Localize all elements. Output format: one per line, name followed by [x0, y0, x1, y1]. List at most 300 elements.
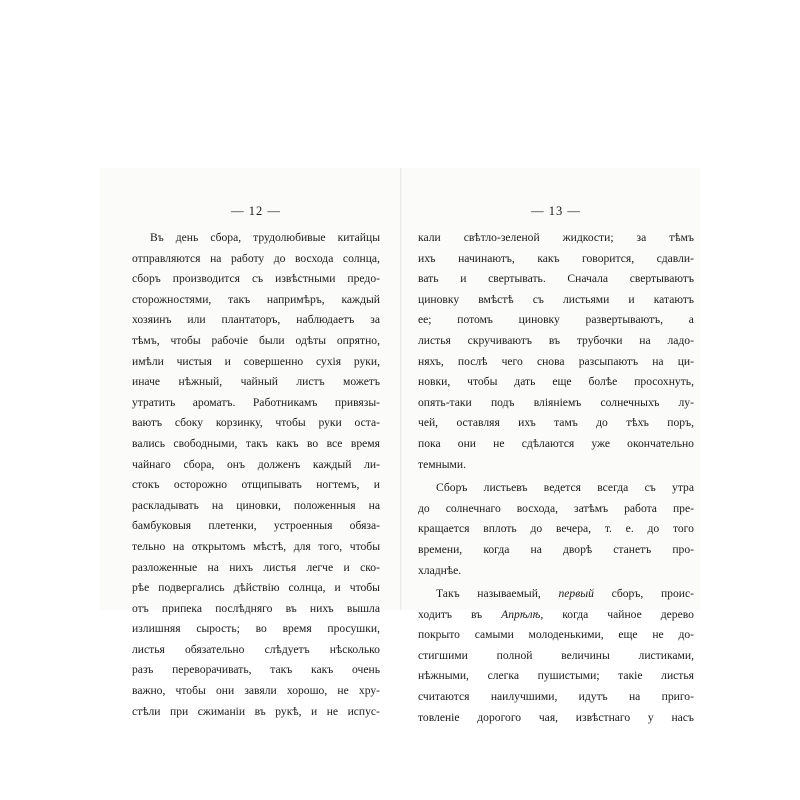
word: дорогого	[477, 710, 522, 724]
word: тамъ	[554, 416, 578, 430]
word: нихъ	[309, 601, 334, 615]
word: ихъ	[518, 416, 536, 430]
word: рабочіе	[211, 333, 249, 347]
text-line	[418, 455, 694, 476]
text-line	[132, 290, 380, 311]
word: стокъ	[132, 478, 160, 492]
word: чтобы	[275, 416, 306, 430]
word: и	[460, 272, 467, 286]
word: до	[418, 501, 430, 515]
word: кали	[418, 231, 441, 244]
word: обяза-	[349, 519, 380, 533]
word: Въ	[150, 231, 164, 244]
text-line	[418, 413, 694, 434]
text-line	[418, 625, 694, 646]
word: они	[215, 684, 235, 698]
word: наилучшими,	[490, 690, 558, 704]
word: тельно	[132, 539, 166, 553]
word: циновку	[518, 313, 560, 327]
text-line	[418, 687, 694, 708]
text-line	[132, 475, 380, 496]
word: слегка	[487, 669, 520, 683]
word: чего	[501, 354, 523, 368]
word: и	[343, 560, 350, 574]
word: оста-	[354, 416, 380, 430]
word: сухія	[315, 354, 342, 368]
word: отправляются	[132, 251, 201, 265]
text-line	[132, 496, 380, 517]
word: на	[530, 542, 542, 556]
word: листьевъ	[483, 481, 528, 495]
word: чайнаго	[132, 457, 171, 471]
word: восхода,	[516, 501, 559, 515]
word: осторожно	[173, 478, 228, 492]
word: не	[493, 436, 505, 450]
word: листья	[132, 642, 165, 656]
word: когда	[483, 542, 510, 556]
word: для	[293, 539, 311, 553]
text-line	[132, 331, 380, 352]
word: хозяинъ	[132, 313, 172, 327]
word: новки,	[418, 375, 451, 389]
word: станетъ	[613, 542, 652, 556]
word: нѣжными,	[418, 669, 469, 683]
word: утра	[672, 481, 694, 495]
word: день	[175, 231, 199, 244]
word: послѣ	[457, 354, 488, 368]
word: болѣе	[588, 375, 618, 389]
word: темными.	[418, 457, 466, 471]
word: нѣжный,	[178, 375, 223, 389]
word: пушистыми;	[537, 669, 600, 683]
word: солнечнаго	[445, 501, 501, 515]
word: они	[457, 436, 476, 450]
word: вплоть	[483, 522, 517, 536]
word: листиками,	[638, 648, 694, 662]
word: развертываютъ,	[585, 313, 664, 327]
word: отъ	[132, 601, 149, 615]
text-line	[132, 228, 380, 249]
word: ихъ	[418, 251, 436, 265]
word: хру-	[358, 684, 380, 698]
word: въ	[548, 333, 560, 347]
word: кращается	[418, 522, 470, 536]
word: на	[368, 498, 380, 512]
word: Апрѣлѣ,	[501, 607, 544, 621]
word: плетенки,	[208, 519, 257, 533]
text-line	[418, 290, 694, 311]
text-line	[418, 434, 694, 455]
word: утратить	[132, 395, 176, 409]
word: сборъ	[132, 272, 161, 286]
word: свертываютъ	[629, 272, 694, 286]
word: солнца,	[342, 251, 380, 265]
text-line	[418, 393, 694, 414]
word: ли-	[364, 457, 380, 471]
word: положенныя	[293, 498, 356, 512]
word: стигшими	[418, 648, 468, 662]
word: китайцы	[337, 231, 380, 244]
word: называемый,	[477, 587, 541, 601]
word: считаются	[418, 690, 470, 704]
word: напримѣръ,	[266, 292, 325, 306]
word: пока	[418, 436, 441, 450]
word: на	[639, 333, 651, 347]
word: разъ	[132, 663, 154, 677]
word: излишняя	[132, 622, 181, 636]
word: Работникамъ	[252, 395, 318, 409]
word: чая,	[538, 710, 559, 724]
word: начинаютъ,	[458, 251, 515, 265]
word: сбора,	[210, 231, 242, 244]
word: имѣли	[132, 354, 164, 368]
word: затѣмъ	[574, 501, 609, 515]
word: извѣстными	[275, 272, 336, 286]
word: проис-	[660, 587, 694, 601]
word: тѣмъ	[669, 231, 694, 244]
page-number: — 12 —	[231, 204, 281, 218]
word: пре-	[672, 501, 694, 515]
word: уже	[591, 436, 610, 450]
word: сбоку	[174, 416, 204, 430]
word: чайный	[240, 375, 278, 389]
word: чтобы	[349, 539, 380, 553]
word: просохнуть,	[634, 375, 694, 389]
word: бамбуковыя	[132, 519, 192, 533]
word: на	[211, 498, 224, 512]
text-line	[132, 619, 380, 640]
word: испус-	[347, 704, 380, 718]
word: были	[258, 333, 285, 347]
word: отщипывать	[241, 478, 302, 492]
word: говорится,	[582, 251, 635, 265]
word: важно,	[132, 684, 166, 698]
text-line	[132, 681, 380, 702]
text-line	[418, 331, 694, 352]
word: идутъ	[578, 690, 608, 704]
word: оставляя	[456, 416, 500, 430]
text-line	[418, 540, 694, 561]
text-line	[132, 640, 380, 661]
word: время	[282, 622, 312, 636]
word: раскладывать	[132, 498, 199, 512]
word: тѣмъ,	[132, 333, 160, 347]
word: когда	[562, 607, 589, 621]
word: вмѣстѣ	[478, 292, 514, 306]
word: во	[306, 436, 319, 450]
word: сбора,	[183, 457, 215, 471]
word: чтобы	[467, 375, 498, 389]
text-line	[418, 310, 694, 331]
word: можетъ	[343, 375, 380, 389]
word: чтобы	[170, 333, 201, 347]
text-line	[132, 393, 380, 414]
word: слѣдуетъ	[264, 642, 310, 656]
word: каждый	[341, 292, 380, 306]
word: разложенные	[132, 560, 198, 574]
word: и	[224, 354, 231, 368]
word: ладо-	[667, 333, 694, 347]
word: хорошо,	[286, 684, 328, 698]
text-line	[418, 249, 694, 270]
word: легче	[306, 560, 334, 574]
word: т.	[604, 522, 612, 536]
word: все	[326, 436, 343, 450]
word: за	[636, 231, 647, 244]
word: подвергались	[158, 581, 225, 595]
word: чтобы	[349, 581, 380, 595]
text-line	[418, 561, 694, 582]
word: циновки,	[236, 498, 281, 512]
word: чтобы	[175, 684, 206, 698]
text-line	[418, 605, 694, 626]
word: полной	[496, 648, 533, 662]
word: трудолюбивые	[253, 231, 326, 244]
word: переворачивать,	[172, 663, 252, 677]
word: и	[311, 704, 318, 718]
word: обязательно	[184, 642, 245, 656]
text-line	[132, 516, 380, 537]
word: наблюдаетъ	[296, 313, 355, 327]
word: времени,	[418, 542, 463, 556]
word: очень	[352, 663, 380, 677]
word: всегда	[597, 481, 629, 495]
text-line	[132, 352, 380, 373]
page-number: — 13 —	[531, 204, 581, 218]
word: въ	[254, 704, 266, 718]
text-line	[132, 372, 380, 393]
word: нѣсколько	[329, 642, 380, 656]
word: на	[207, 560, 219, 574]
word: листъ	[296, 375, 325, 389]
text-line	[132, 599, 380, 620]
word: циновку	[418, 292, 460, 306]
book-gutter	[400, 168, 402, 610]
word: послѣдняго	[215, 601, 273, 615]
word: вались	[132, 436, 165, 450]
text-line	[418, 269, 694, 290]
word: листья	[661, 669, 694, 683]
word: про-	[672, 542, 694, 556]
text-line	[132, 537, 380, 558]
text-line	[418, 478, 694, 499]
word: такъ	[245, 436, 268, 450]
word: руки	[318, 416, 342, 430]
word: привязы-	[334, 395, 380, 409]
word: дать	[514, 375, 536, 389]
word: молоденькими,	[528, 628, 604, 642]
word: сторожностями,	[132, 292, 212, 306]
word: открытомъ	[191, 539, 246, 553]
word: ногтемъ,	[316, 478, 360, 492]
word: на	[652, 354, 664, 368]
word: нихъ	[229, 560, 253, 574]
right-page	[418, 200, 694, 728]
word: устроенныя	[273, 519, 333, 533]
text-line	[418, 519, 694, 540]
word: листья	[418, 333, 451, 347]
word: вліяніемъ	[533, 395, 582, 409]
text-line	[132, 413, 380, 434]
word: совершенно	[243, 354, 304, 368]
word: просушки,	[327, 622, 380, 636]
word: до	[530, 522, 543, 536]
word: такіе	[618, 669, 643, 683]
word: на	[172, 539, 185, 553]
word: подъ	[490, 395, 515, 409]
word: насъ	[671, 710, 694, 724]
word: еще	[552, 375, 572, 389]
word: свѣтло-зеленой	[463, 231, 540, 244]
word: до	[596, 416, 608, 430]
word: какъ	[537, 251, 560, 265]
word: окончательно	[627, 436, 694, 450]
word: трубочки	[576, 333, 623, 347]
text-line	[132, 702, 380, 723]
word: на	[628, 690, 641, 704]
left-page	[132, 200, 380, 722]
word: и	[628, 292, 635, 306]
word: катаютъ	[653, 292, 694, 306]
word: какъ	[276, 436, 299, 450]
word: ее;	[418, 313, 432, 327]
text-line	[418, 499, 694, 520]
word: вечера,	[555, 522, 592, 536]
word: жидкости;	[562, 231, 614, 244]
word: приго-	[661, 690, 694, 704]
word: не	[652, 628, 664, 642]
word: величины	[561, 648, 610, 662]
word: первый	[558, 587, 594, 601]
word: мѣстѣ,	[253, 539, 287, 553]
word: того	[672, 522, 694, 536]
word: покрыто	[418, 628, 460, 642]
word: работа	[624, 501, 657, 515]
word: иначе	[132, 375, 161, 389]
word: вышла	[346, 601, 380, 615]
word: сдѣлаются	[521, 436, 575, 450]
word: завяли	[244, 684, 277, 698]
word: ведется	[543, 481, 581, 495]
word: работу	[230, 251, 265, 265]
word: не	[337, 684, 349, 698]
word: съ	[532, 292, 544, 306]
word: предо-	[347, 272, 380, 286]
word: товленіе	[418, 710, 460, 724]
word: одѣты	[295, 333, 327, 347]
word: няхъ,	[418, 354, 444, 368]
word: плантаторъ,	[221, 313, 281, 327]
word: е.	[625, 522, 634, 536]
word: листья	[263, 560, 297, 574]
word: поръ,	[667, 416, 694, 430]
word: снова	[536, 354, 565, 368]
word: солнечныхъ	[600, 395, 660, 409]
word: у	[647, 710, 654, 724]
word: свертывать.	[488, 272, 546, 286]
word: или	[187, 313, 206, 327]
word: рѣе	[132, 581, 150, 595]
text-line	[132, 249, 380, 270]
word: до	[273, 251, 286, 265]
word: дѣйствію	[233, 581, 280, 595]
word: скручиваютъ	[467, 333, 532, 347]
text-line	[418, 228, 694, 249]
word: и	[334, 581, 341, 595]
text-line	[132, 310, 380, 331]
word: того,	[318, 539, 343, 553]
text-line	[418, 646, 694, 667]
word: ваютъ	[132, 416, 163, 430]
text-line	[418, 666, 694, 687]
word: на	[210, 251, 222, 265]
word: сдавли-	[656, 251, 694, 265]
word: опять-таки	[418, 395, 472, 409]
word: до	[647, 522, 660, 536]
word: какъ	[311, 663, 334, 677]
word: съ	[251, 272, 264, 286]
word: ароматъ.	[192, 395, 236, 409]
word: до-	[678, 628, 694, 642]
text-line	[132, 434, 380, 455]
word: тѣхъ	[626, 416, 649, 430]
word: не	[326, 704, 339, 718]
word: чайное	[607, 607, 642, 621]
text-line	[418, 352, 694, 373]
word: еще	[618, 628, 638, 642]
word: время	[350, 436, 380, 450]
word: въ	[470, 607, 483, 621]
word: свободными,	[173, 436, 238, 450]
word: рукѣ,	[275, 704, 302, 718]
word: ско-	[360, 560, 380, 574]
word: сырость;	[196, 622, 240, 636]
word: дерево	[660, 607, 694, 621]
word: съ	[644, 481, 656, 495]
word: самыми	[474, 628, 514, 642]
word: Сначала	[567, 272, 609, 286]
word: опрятно,	[336, 333, 380, 347]
text-line	[418, 372, 694, 393]
left-text-block	[132, 228, 380, 722]
text-line	[418, 584, 694, 605]
text-line	[132, 455, 380, 476]
word: чистыя	[176, 354, 212, 368]
word: въ	[285, 601, 297, 615]
text-line	[132, 660, 380, 681]
word: стѣли	[132, 704, 161, 718]
word: вать	[418, 272, 439, 286]
word: лу-	[678, 395, 694, 409]
word: Такъ	[436, 587, 460, 601]
word: каждый	[312, 457, 352, 471]
word: солнца,	[288, 581, 326, 595]
word: восхода	[295, 251, 334, 265]
word: при	[169, 704, 189, 718]
word: сжиманіи	[197, 704, 246, 718]
right-text-block	[418, 228, 694, 728]
word: а	[688, 313, 694, 327]
word: и	[373, 478, 380, 492]
word: припека	[161, 601, 203, 615]
word: производится	[172, 272, 240, 286]
word: такъ	[228, 292, 251, 306]
text-line	[132, 578, 380, 599]
word: такъ	[270, 663, 293, 677]
word: Сборъ	[436, 481, 468, 495]
word: потомъ	[457, 313, 493, 327]
text-line	[132, 269, 380, 290]
